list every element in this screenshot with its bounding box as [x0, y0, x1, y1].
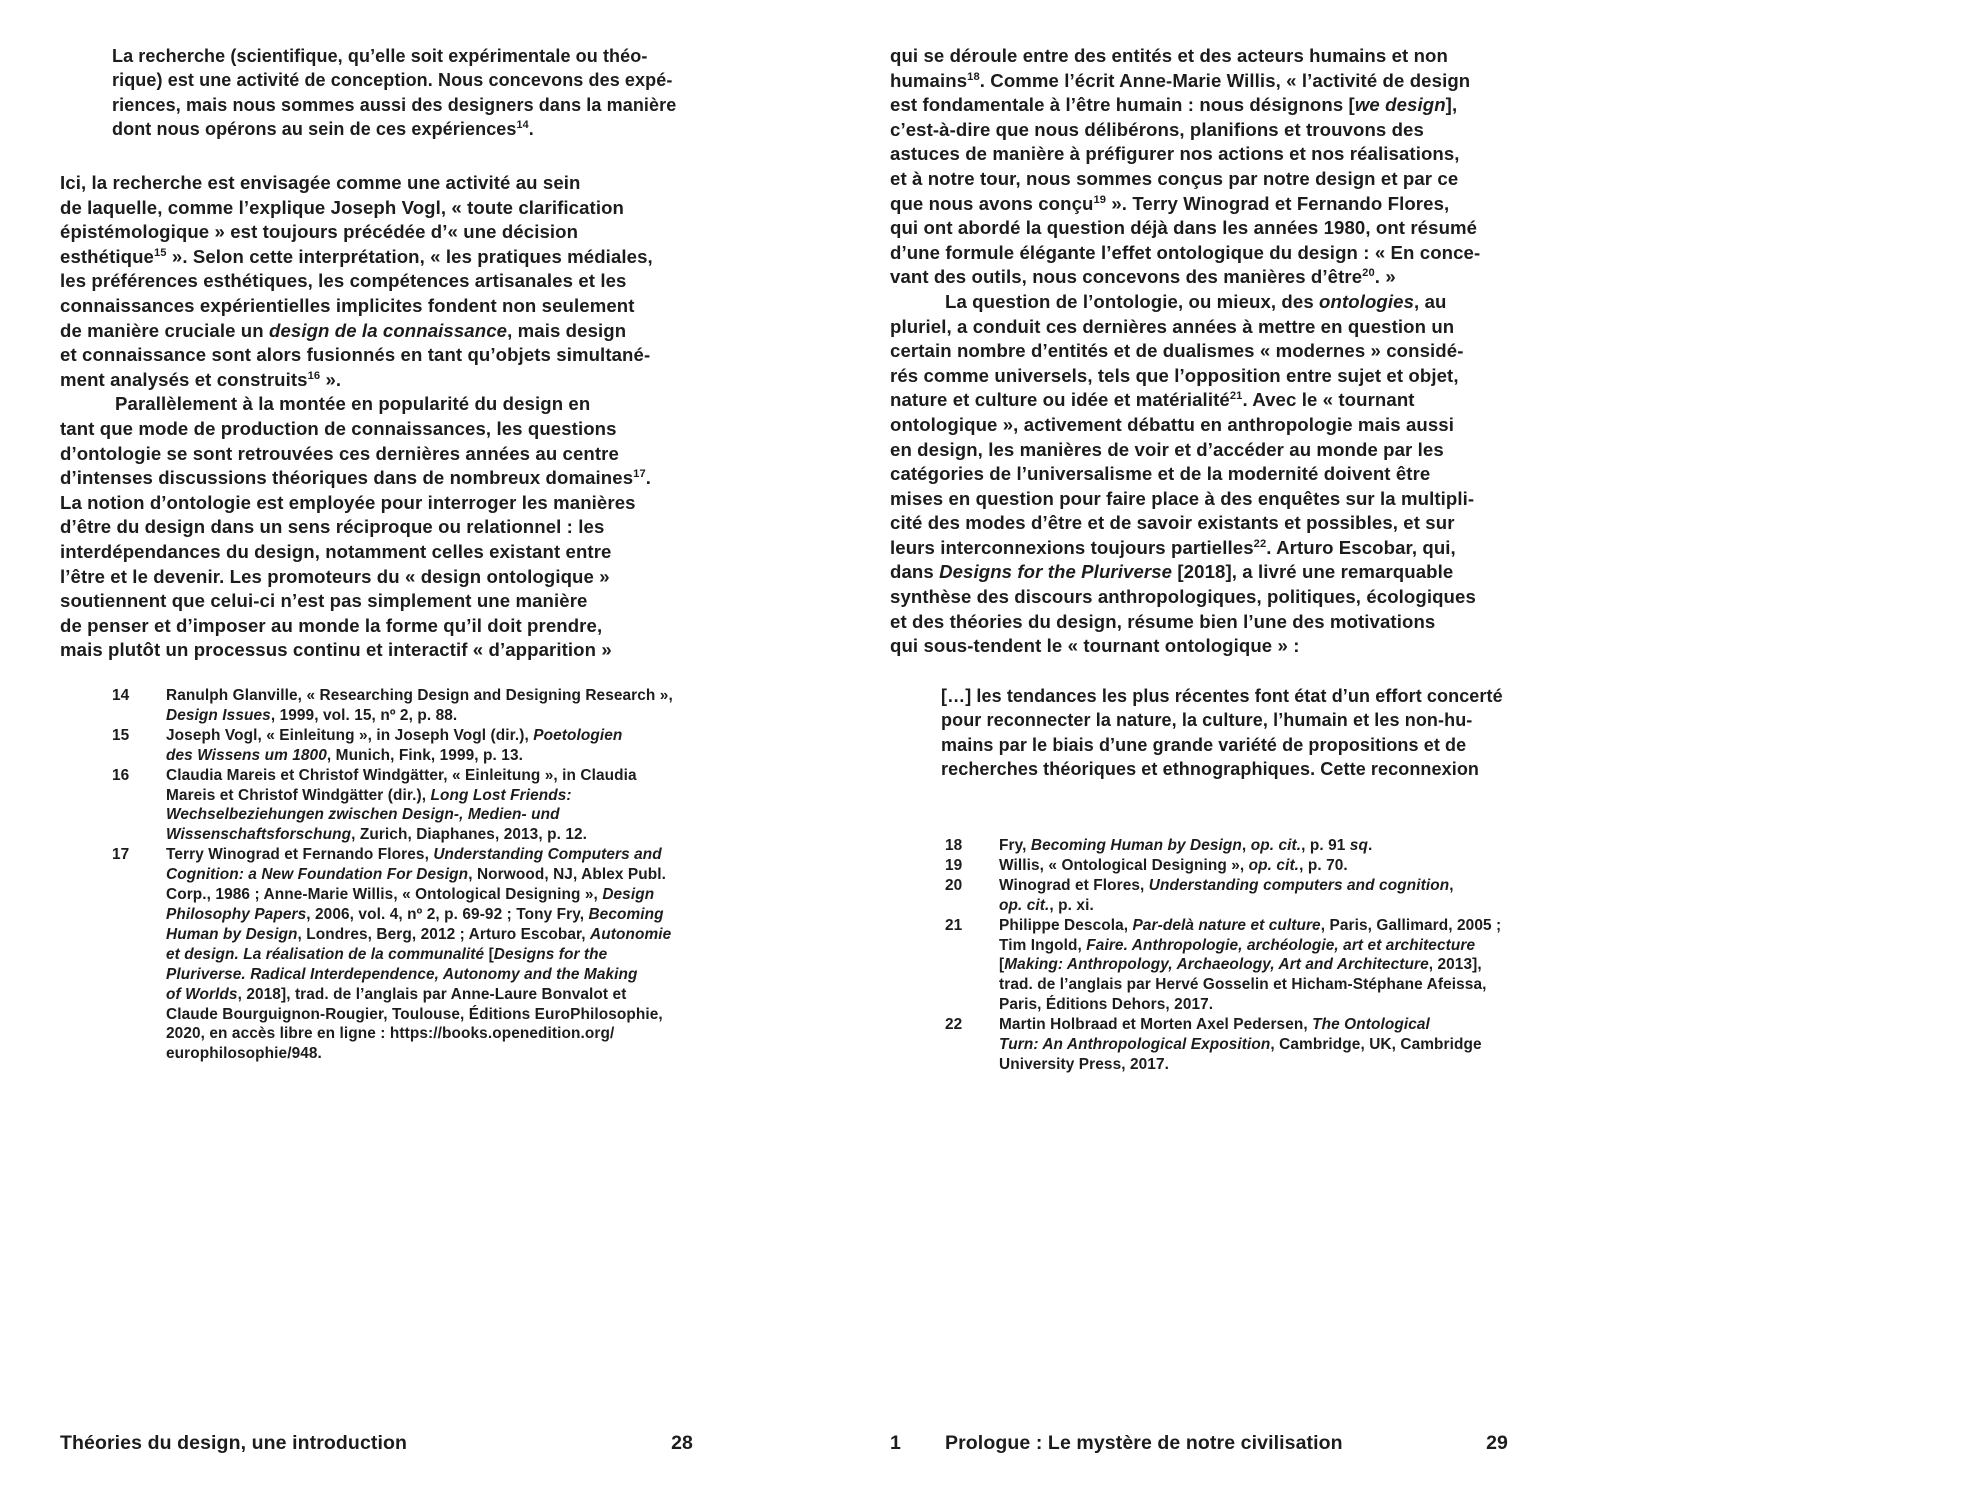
body-text	[890, 44, 1545, 659]
footnotes	[112, 686, 697, 1064]
footnote	[945, 856, 1517, 876]
running-title: Prologue : Le mystère de notre civilisation	[945, 1432, 1343, 1454]
blockquote: […] les tendances les plus récentes font état d’un effort concerté pour reconnecter la nature, la culture, l’humain et les non-hu- mains par le biais d’une grande variété de propositions et de recherches théoriques et ethnographiques. Cette reconnexion	[941, 686, 1503, 780]
footnote-number: 19	[945, 856, 963, 874]
paragraph: La question de l’ontologie, ou mieux, des ontologies, au pluriel, a conduit ces dernières années à mettre en question un certain nombre d’entités et de dualismes « modernes » considé- rés comme universels, tels que l’opposition entre sujet et objet, nature et culture ou idée et matérialité$^{21}$. Avec le « tournant ontologique », activement débattu en anthropologie mais aussi en design, les manières de voir et d’accéder au monde par les catégories de l’universalisme et de la modernité doivent être mises en question pour faire place à des enquêtes sur la multipli- cité des modes d’être et de savoir existants et possibles, et sur leurs interconnexions toujours partielles$^{22}$. Arturo Escobar, qui, dans Designs for the Pluriverse [2018], a livré une remarquable synthèse des discours anthropologiques, politiques, écologiques et des théories du design, résume bien l’une des motivations qui sous-tendent le « tournant ontologique » :	[890, 290, 1476, 657]
chapter-number: 1	[890, 1432, 901, 1454]
footnote-number: 14	[112, 687, 130, 704]
footnote-text: Fry, Becoming Human by Design, op. cit., p. 91 sq.	[999, 837, 1373, 854]
blockquote: La recherche (scientifique, qu’elle soit expérimentale ou théo- rique) est une activité de conception. Nous concevons des expé- riences, mais nous sommes aussi des designers dans la manière dont nous opérons au sein de ces expériences$^{14}$.	[112, 46, 677, 140]
footnote-number: 22	[945, 1016, 963, 1034]
footnote-number: 15	[112, 726, 130, 744]
footnote	[945, 1015, 1517, 1075]
page-number: 29	[1486, 1432, 1508, 1454]
page-number: 28	[671, 1432, 693, 1454]
footnote-number: 18	[945, 837, 963, 854]
footnote	[112, 686, 697, 726]
footnote-text: Claudia Mareis et Christof Windgätter, « Einleitung », in Claudia Mareis et Christof Windgätter (dir.), Long Lost Friends: Wechselbeziehungen zwischen Design-, Medien- und Wissenschaftsforschung, Zurich, Diaphanes, 2013, p. 12.	[166, 766, 637, 844]
paragraph: qui se déroule entre des entités et des acteurs humains et non humains$^{18}$. Comme l’écrit Anne-Marie Willis, « l’activité de design est fondamentale à l’être humain : nous désignons [we design], c’est-à-dire que nous délibérons, planifions et trouvons des astuces de manière à préfigurer nos actions et nos réalisations, et à notre tour, nous sommes conçus par notre design et par ce que nous avons conçu$^{19}$ ». Terry Winograd et Fernando Flores, qui ont abordé la question déjà dans les années 1980, ont résumé d’une formule élégante l’effet ontologique du design : « En conce- vant des outils, nous concevons des manières d’être$^{20}$. »	[890, 45, 1481, 288]
page-footer-left	[60, 1432, 693, 1455]
footnote-number: 20	[945, 876, 963, 894]
footnote	[945, 876, 1517, 916]
footnote-number: 17	[112, 846, 130, 864]
footnote	[112, 726, 697, 766]
paragraph: Parallèlement à la montée en popularité du design en tant que mode de production de connaissances, les questions d’ontologie se sont retrouvées ces dernières années au centre d’intenses discussions théoriques dans de nombreux domaines$^{17}$. La notion d’ontologie est employée pour interroger les manières d’être du design dans un sens réciproque ou relationnel : les interdépendances du design, notamment celles existant entre l’être et le devenir. Les promoteurs du « design ontologique » soutiennent que celui-ci n’est pas simplement une manière de penser et d’imposer au monde la forme qu’il doit prendre, mais plutôt un processus continu et interactif « d’apparition »	[60, 393, 652, 661]
footnote	[112, 766, 697, 846]
body-text	[60, 171, 725, 663]
footnotes	[945, 836, 1517, 1075]
footnote-text: Winograd et Flores, Understanding computers and cognition, op. cit., p. xi.	[999, 876, 1454, 914]
footnote-text: Joseph Vogl, « Einleitung », in Joseph Vogl (dir.), Poetologien des Wissens um 1800, Munich, Fink, 1999, p. 13.	[166, 726, 623, 764]
page-footer-right	[890, 1432, 1508, 1455]
footnote-text: Philippe Descola, Par-delà nature et culture, Paris, Gallimard, 2005 ; Tim Ingold, Faire. Anthropologie, archéologie, art et architecture [Making: Anthropology, Archaeology, Art and Architecture, 2013], trad. de l’anglais par Hervé Gosselin et Hicham-Stéphane Afeissa, Paris, Éditions Dehors, 2017.	[999, 916, 1502, 1014]
paragraph: Ici, la recherche est envisagée comme une activité au sein de laquelle, comme l’explique Joseph Vogl, « toute clarification épistémologique » est toujours précédée d’« une décision esthétique$^{15}$ ». Selon cette interprétation, « les pratiques médiales, les préférences esthétiques, les compétences artisanales et les connaissances expérientielles implicites fondent non seulement de manière cruciale un design de la connaissance, mais design et connaissance sont alors fusionnés en tant qu’objets simultané- ment analysés et construits$^{16}$ ».	[60, 172, 653, 390]
footnote	[945, 836, 1517, 856]
footnote-text: Willis, « Ontological Designing », op. cit., p. 70.	[999, 856, 1348, 874]
footnote	[945, 916, 1517, 1016]
footnote-number: 16	[112, 766, 130, 784]
footnote	[112, 845, 697, 1064]
footnote-text: Martin Holbraad et Morten Axel Pedersen, The Ontological Turn: An Anthropological Exposition, Cambridge, UK, Cambridge University Press, 2017.	[999, 1016, 1482, 1073]
footnote-text: Terry Winograd et Fernando Flores, Understanding Computers and Cognition: a New Foundation For Design, Norwood, NJ, Ablex Publ. Corp., 1986 ; Anne-Marie Willis, « Ontological Designing », Design Philosophy Papers, 2006, vol. 4, nº 2, p. 69-92 ; Tony Fry, Becoming Human by Design, Londres, Berg, 2012 ; Arturo Escobar, Autonomie et design. La réalisation de la communalité [Designs for the Pluriverse. Radical Interdependence, Autonomy and the Making of Worlds, 2018], trad. de l’anglais par Anne-Laure Bonvalot et Claude Bourguignon-Rougier, Toulouse, Éditions EuroPhilosophie, 2020, en accès libre en ligne : https://books.openedition.org/ europhilosophie/948.	[166, 846, 672, 1063]
footnote-number: 21	[945, 916, 963, 934]
footnote-text: Ranulph Glanville, « Researching Design and Designing Research », Design Issues, 1999, vol. 15, nº 2, p. 88.	[166, 687, 673, 724]
running-title: Théories du design, une introduction	[60, 1432, 408, 1454]
